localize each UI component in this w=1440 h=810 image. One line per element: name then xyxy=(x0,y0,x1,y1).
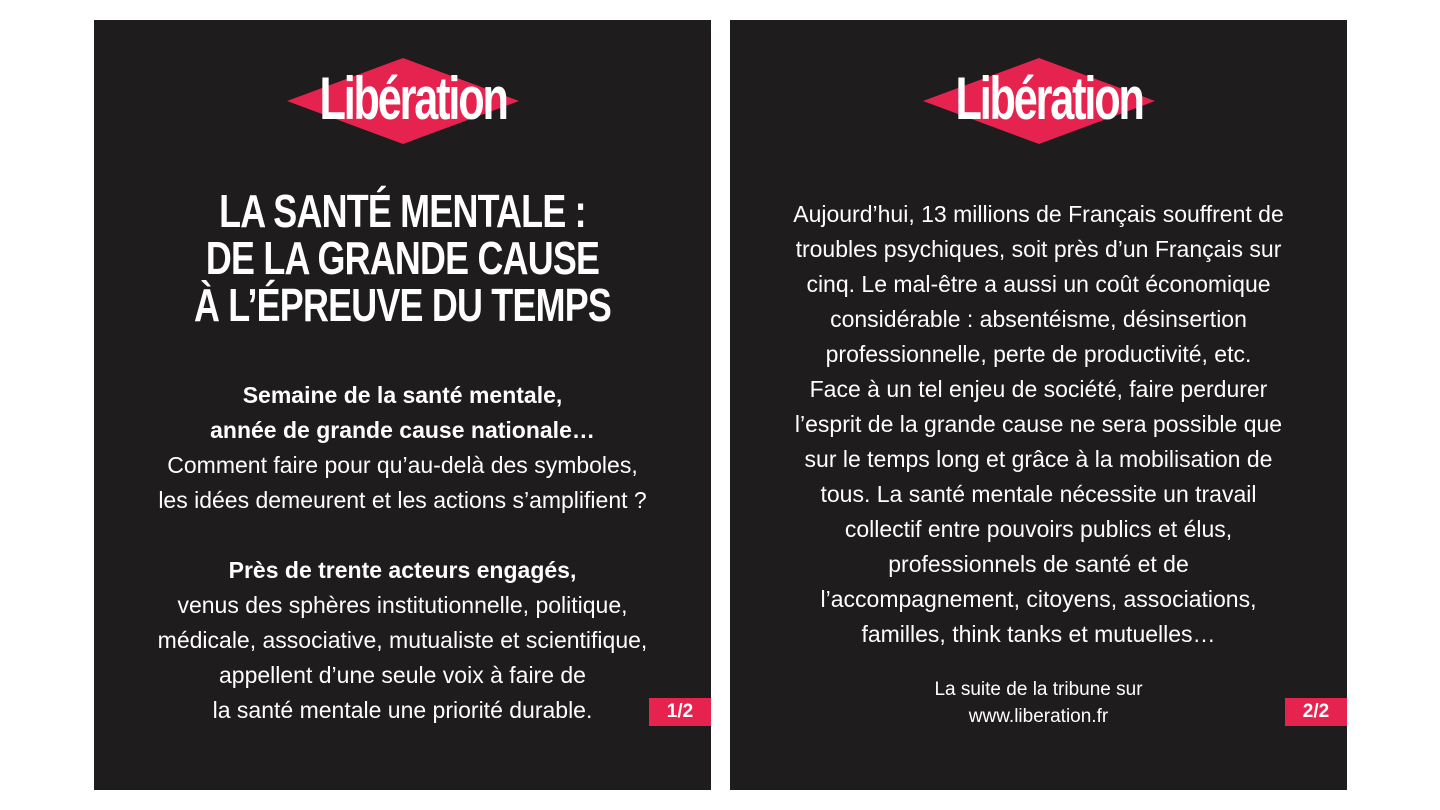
website-link[interactable]: www.liberation.fr xyxy=(968,706,1109,727)
intro-bold-line: Semaine de la santé mentale, xyxy=(242,382,563,408)
footer-note xyxy=(730,676,1347,730)
logo-wordmark: Libération xyxy=(318,65,507,132)
headline-line: À L’ÉPREUVE DU TEMPS xyxy=(193,279,612,331)
tribune-paragraph xyxy=(730,197,1347,652)
page-badge: 1/2 xyxy=(649,698,711,726)
tribune-line: collectif entre pouvoirs publics et élus, xyxy=(844,516,1233,542)
actors-line: médicale, associative, mutualiste et scientifique, xyxy=(157,627,648,653)
liberation-logo xyxy=(923,58,1155,144)
tribune-line: l’esprit de la grande cause ne sera possible que xyxy=(794,411,1283,437)
actors-line: appellent d’une seule voix à faire de xyxy=(219,662,586,688)
page-badge: 2/2 xyxy=(1285,698,1347,726)
slide-card-2 xyxy=(730,20,1347,790)
actors-bold-line: Près de trente acteurs engagés, xyxy=(228,557,577,583)
intro-paragraph xyxy=(94,378,711,518)
headline-line: LA SANTÉ MENTALE : xyxy=(219,185,586,237)
tribune-line: l’accompagnement, citoyens, associations, xyxy=(820,586,1257,612)
tribune-line: professionnels de santé et de xyxy=(888,551,1189,577)
footer-line: La suite de la tribune sur xyxy=(934,679,1143,700)
tribune-line: tous. La santé mentale nécessite un travail xyxy=(820,481,1257,507)
intro-bold-line: année de grande cause nationale… xyxy=(210,417,595,443)
logo-wordmark: Libération xyxy=(954,65,1143,132)
actors-line: la santé mentale une priorité durable. xyxy=(212,697,593,723)
intro-line: les idées demeurent et les actions s’amplifient ? xyxy=(158,487,647,513)
headline-line: DE LA GRANDE CAUSE xyxy=(205,232,600,284)
headline xyxy=(94,185,711,331)
tribune-line: troubles psychiques, soit près d’un Français sur xyxy=(795,236,1282,262)
intro-line: Comment faire pour qu’au-delà des symboles, xyxy=(167,452,638,478)
tribune-line: considérable : absentéisme, désinsertion xyxy=(830,306,1247,332)
tribune-line: familles, think tanks et mutuelles… xyxy=(861,621,1216,647)
actors-paragraph xyxy=(94,553,711,728)
slide-card-1 xyxy=(94,20,711,790)
liberation-logo xyxy=(287,58,519,144)
tribune-line: Aujourd’hui, 13 millions de Français souffrent de xyxy=(793,201,1284,227)
actors-line: venus des sphères institutionnelle, politique, xyxy=(177,592,628,618)
tribune-line: professionnelle, perte de productivité, etc. xyxy=(825,341,1252,367)
tribune-line: sur le temps long et grâce à la mobilisation de xyxy=(804,446,1273,472)
tribune-line: cinq. Le mal-être a aussi un coût économique xyxy=(806,271,1271,297)
tribune-line: Face à un tel enjeu de société, faire perdurer xyxy=(809,376,1268,402)
